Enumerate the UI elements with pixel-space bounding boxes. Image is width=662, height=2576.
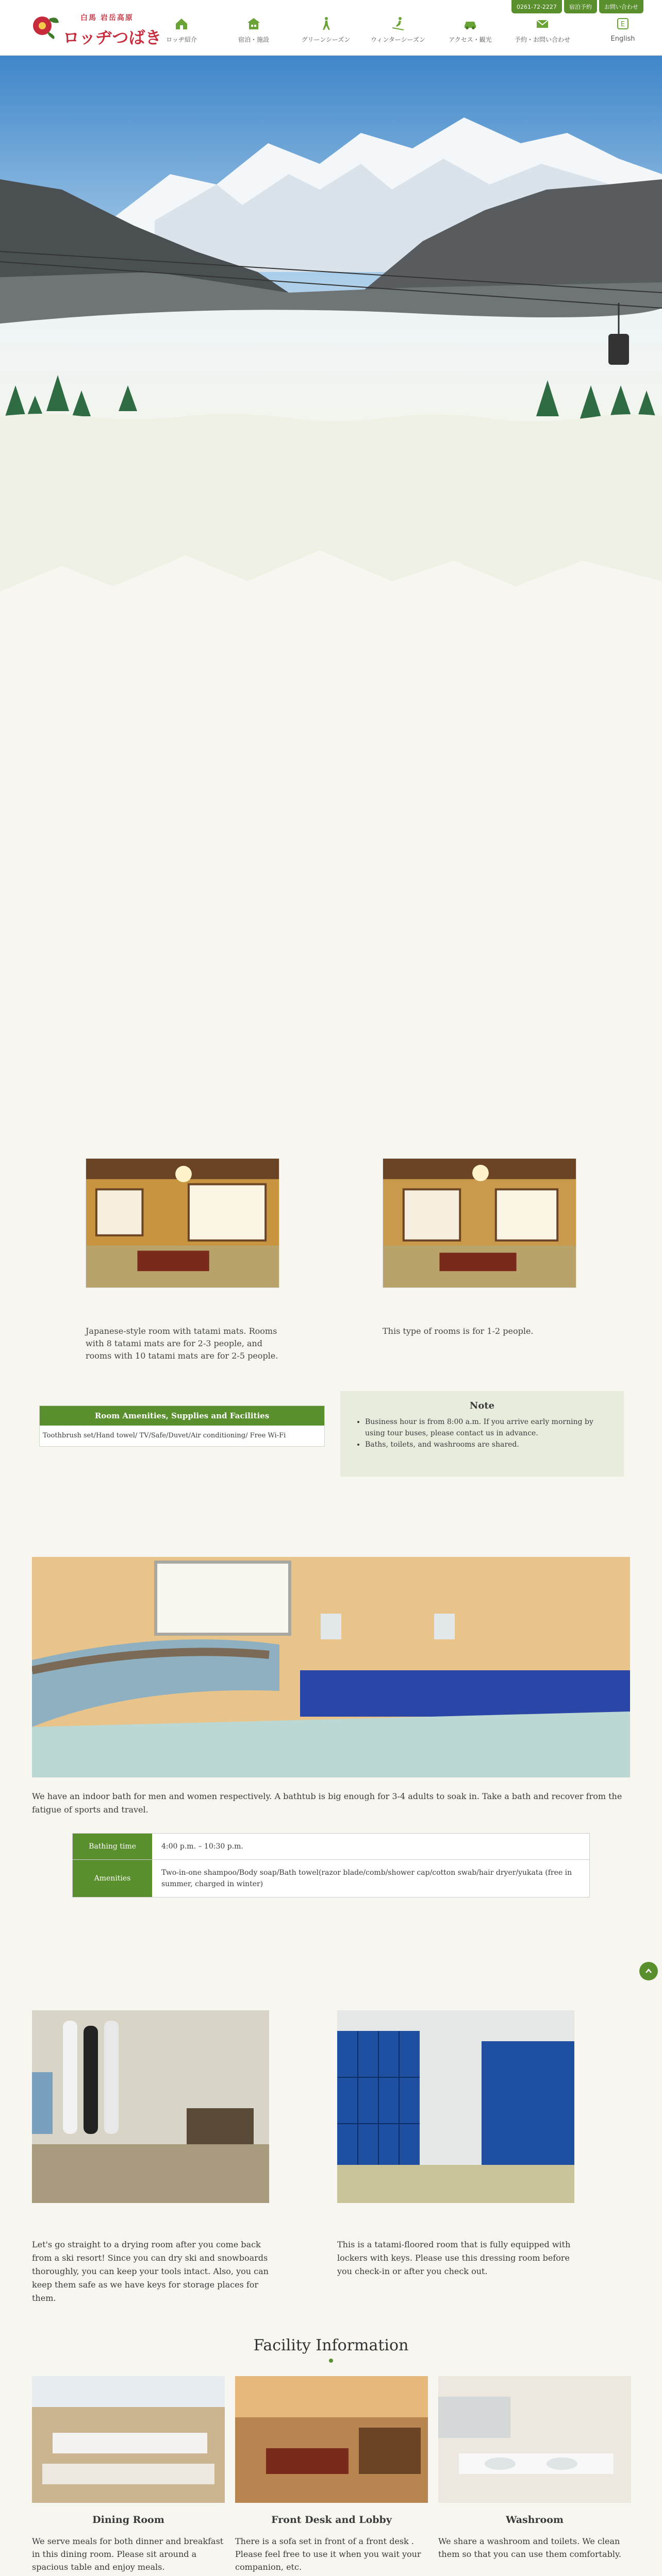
facility-desc: We share a washroom and toilets. We clean them so that you can use them comfortably.	[438, 2536, 621, 2559]
site-header	[0, 0, 662, 56]
note-box	[340, 1391, 624, 1477]
note-title: Note	[469, 1400, 495, 1411]
skier-icon	[391, 16, 405, 31]
facility-card-dining	[32, 2376, 225, 2573]
english-icon	[616, 16, 630, 31]
table-row-header: Amenities	[73, 1860, 152, 1897]
locker-room-caption: This is a tatami-floored room that is fully equipped with lockers with keys. Please use this dressing room before you check-in or after you check out.	[337, 2240, 571, 2276]
facility-section-title: Facility Information	[253, 2336, 409, 2354]
drying-room-photo	[32, 2010, 269, 2203]
nav-item-reservation[interactable]	[506, 16, 578, 53]
house-icon	[174, 16, 189, 31]
table-row-value: Two-in-one shampoo/Body soap/Bath towel(razor blade/comb/shower cap/cotton swab/hair dryer/yukata (free in summer, charged in winter)	[161, 1869, 572, 1888]
contact-button[interactable]: お問い合わせ	[599, 0, 643, 13]
hiker-icon	[319, 16, 333, 31]
logo-subtitle: 白馬 岩岳高原	[80, 14, 134, 22]
facility-card-washroom	[438, 2376, 631, 2561]
room-caption-left: Japanese-style room with tatami mats. Rooms with 8 tatami mats are for 2-3 people, and rooms with 10 tatami mats are for 2-5 people.	[86, 1326, 278, 1361]
top-buttons	[511, 0, 643, 13]
building-icon	[246, 16, 261, 31]
svg-text:E: E	[620, 21, 625, 28]
reservation-button[interactable]: 宿泊予約	[564, 0, 597, 13]
note-item: • Business hour is from 8:00 a.m. If you arrive early morning by using tour buses, please contact us in advance.	[365, 1416, 609, 1439]
nav-item-stay[interactable]	[218, 16, 290, 53]
room-amenities-box	[39, 1405, 325, 1447]
nav-item-green-season[interactable]	[290, 16, 362, 53]
bath-photo	[32, 1557, 630, 1777]
chevron-up-icon	[644, 1967, 653, 1975]
facility-card-front-desk	[235, 2376, 428, 2573]
camellia-logo-icon	[31, 13, 61, 40]
room-amenities-title: Room Amenities, Supplies and Facilities	[40, 1406, 324, 1426]
site-logo[interactable]	[31, 10, 162, 47]
nav-label: ウィンターシーズン	[371, 36, 425, 43]
nav-item-lodge[interactable]	[145, 16, 218, 53]
room-caption-right: This type of rooms is for 1-2 people.	[383, 1326, 534, 1336]
tatami-room-photo-large	[86, 1158, 279, 1288]
locker-room-photo	[337, 2010, 574, 2203]
table-row-header: Bathing time	[73, 1834, 152, 1859]
bath-info-table	[72, 1833, 590, 1897]
facility-desc: We serve meals for both dinner and breakfast in this dining room. Please sit around a spacious table and enjoy meals.	[32, 2536, 224, 2572]
facility-name: Washroom	[506, 2514, 564, 2526]
nav-label: アクセス・観光	[449, 36, 492, 43]
table-row-value: 4:00 p.m. – 10:30 p.m.	[161, 1842, 243, 1851]
nav-item-winter-season[interactable]	[362, 16, 434, 53]
language-switch[interactable]	[602, 16, 643, 53]
mail-icon	[535, 16, 550, 31]
tatami-room-photo-small	[383, 1158, 576, 1288]
car-icon	[463, 16, 477, 31]
logo-title: ロッヂつばき	[63, 28, 162, 47]
language-label: English	[610, 35, 635, 43]
nav-label: 予約・お問い合わせ	[514, 36, 570, 43]
facility-name: Dining Room	[92, 2514, 164, 2526]
table-row	[73, 1860, 589, 1897]
drying-room-caption: Let's go straight to a drying room after you come back from a ski resort! Since you can dry ski and snowboards thoroughly, you can keep your tools intact. Also, you can keep them safe as we have keys for storage places for them.	[32, 2240, 269, 2303]
note-list	[355, 1416, 609, 1450]
phone-button[interactable]: 0261-72-2227	[511, 0, 562, 13]
nav-label: ロッヂ紹介	[166, 36, 197, 43]
main-nav	[145, 16, 578, 53]
section-divider-graphic	[0, 447, 662, 633]
note-item: • Baths, toilets, and washrooms are shared.	[365, 1439, 609, 1450]
table-row	[73, 1834, 589, 1860]
nav-item-access[interactable]	[434, 16, 506, 53]
nav-label: グリーンシーズン	[301, 36, 351, 43]
scroll-to-top-button[interactable]	[639, 1962, 658, 1980]
dining-room-photo	[32, 2376, 225, 2503]
facility-desc: There is a sofa set in front of a front desk . Please feel free to use it when you wait your companion, etc.	[235, 2536, 421, 2572]
title-dot	[329, 2359, 333, 2363]
bath-description: We have an indoor bath for men and women respectively. A bathtub is big enough for 3-4 adults to soak in. Take a bath and recover from the fatigue of sports and travel.	[32, 1791, 622, 1815]
hero-image	[0, 56, 662, 447]
room-amenities-text: Toothbrush set/Hand towel/ TV/Safe/Duvet/Air conditioning/ Free Wi-Fi	[43, 1432, 286, 1439]
nav-label: 宿泊・施設	[238, 36, 269, 43]
front-desk-photo	[235, 2376, 428, 2503]
washroom-photo	[438, 2376, 631, 2503]
facility-name: Front Desk and Lobby	[271, 2514, 392, 2526]
